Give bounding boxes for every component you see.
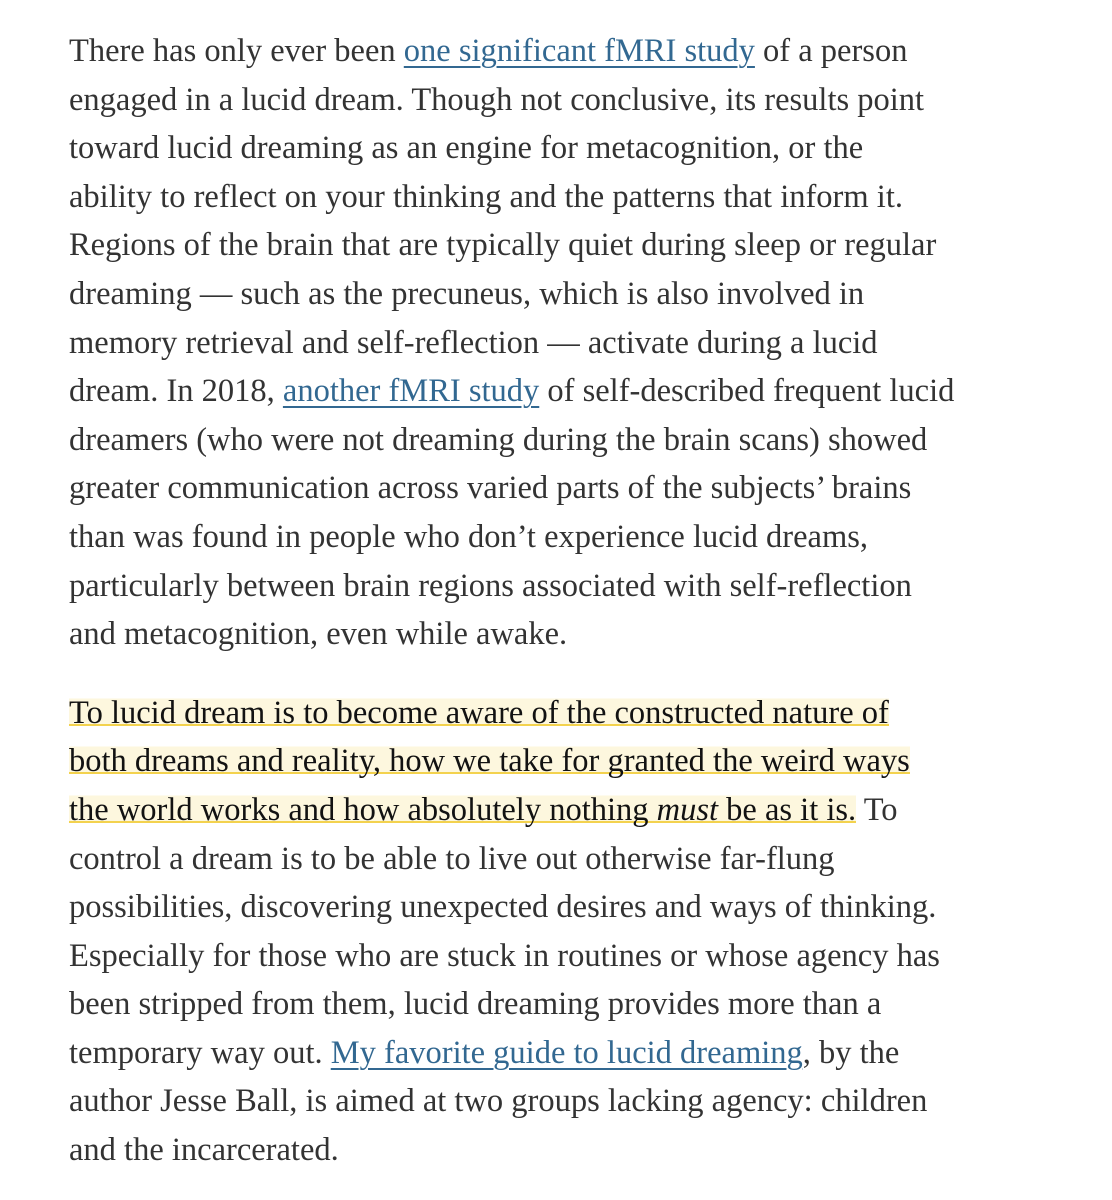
- text-fragment: of a person: [754, 33, 908, 69]
- text-fragment: To: [856, 791, 898, 828]
- text-line: than was found in people who don’t experience lucid dreams,: [69, 518, 869, 555]
- highlighted-line: [69, 689, 1059, 738]
- text-line: [69, 367, 1059, 416]
- text-fragment: There has only ever been: [69, 33, 404, 69]
- text-line: author Jesse Ball, is aimed at two groups lacking agency: children: [69, 1083, 928, 1120]
- text-line: control a dream is to be able to live out otherwise far-flung: [69, 840, 835, 877]
- article-body: [69, 27, 1059, 1175]
- text-line: particularly between brain regions associated with self-reflection: [69, 567, 912, 604]
- text-line: Especially for those who are stuck in routines or whose agency has: [69, 937, 940, 974]
- text-fragment: of self-described frequent lucid: [539, 373, 955, 410]
- highlighted-text[interactable]: To lucid dream is to become aware of the constructed nature of: [69, 694, 889, 731]
- text-line: ability to reflect on your thinking and the patterns that inform it.: [69, 178, 903, 215]
- text-line: engaged in a lucid dream. Though not conclusive, its results point: [69, 81, 925, 118]
- text-line: possibilities, discovering unexpected desires and ways of thinking.: [69, 889, 937, 926]
- text-line: dreaming — such as the precuneus, which is also involved in: [69, 275, 865, 312]
- text-line: toward lucid dreaming as an engine for metacognition, or the: [69, 130, 864, 167]
- text-line: and the incarcerated.: [69, 1132, 339, 1169]
- text-fragment: dream. In 2018,: [69, 373, 283, 410]
- text-line: and metacognition, even while awake.: [69, 616, 568, 653]
- text-line: [69, 1029, 1059, 1078]
- highlighted-line: [69, 737, 1059, 786]
- highlighted-text[interactable]: [69, 792, 856, 828]
- link-another-fmri-study[interactable]: another fMRI study: [282, 373, 540, 410]
- link-lucid-dreaming-guide[interactable]: My favorite guide to lucid dreaming: [330, 1034, 803, 1071]
- paragraph-lucid-dream-meaning: [69, 689, 1059, 1175]
- text-fragment: the world works and how absolutely nothing: [69, 791, 657, 828]
- paragraph-fmri-studies: [69, 27, 1059, 659]
- text-line: [69, 27, 1059, 76]
- text-line: been stripped from them, lucid dreaming provides more than a: [69, 986, 882, 1023]
- text-fragment: be as it is.: [718, 791, 857, 828]
- link-fmri-study[interactable]: one significant fMRI study: [403, 33, 755, 69]
- emphasis-must: must: [656, 791, 719, 828]
- highlighted-text[interactable]: both dreams and reality, how we take for granted the weird ways: [69, 743, 910, 780]
- text-line: greater communication across varied parts of the subjects’ brains: [69, 470, 912, 507]
- text-line: [69, 786, 1059, 835]
- text-line: Regions of the brain that are typically quiet during sleep or regular: [69, 227, 937, 264]
- text-fragment: temporary way out.: [69, 1034, 331, 1071]
- text-fragment: , by the: [802, 1034, 900, 1071]
- text-line: dreamers (who were not dreaming during the brain scans) showed: [69, 421, 928, 458]
- text-line: memory retrieval and self-reflection — activate during a lucid: [69, 324, 878, 361]
